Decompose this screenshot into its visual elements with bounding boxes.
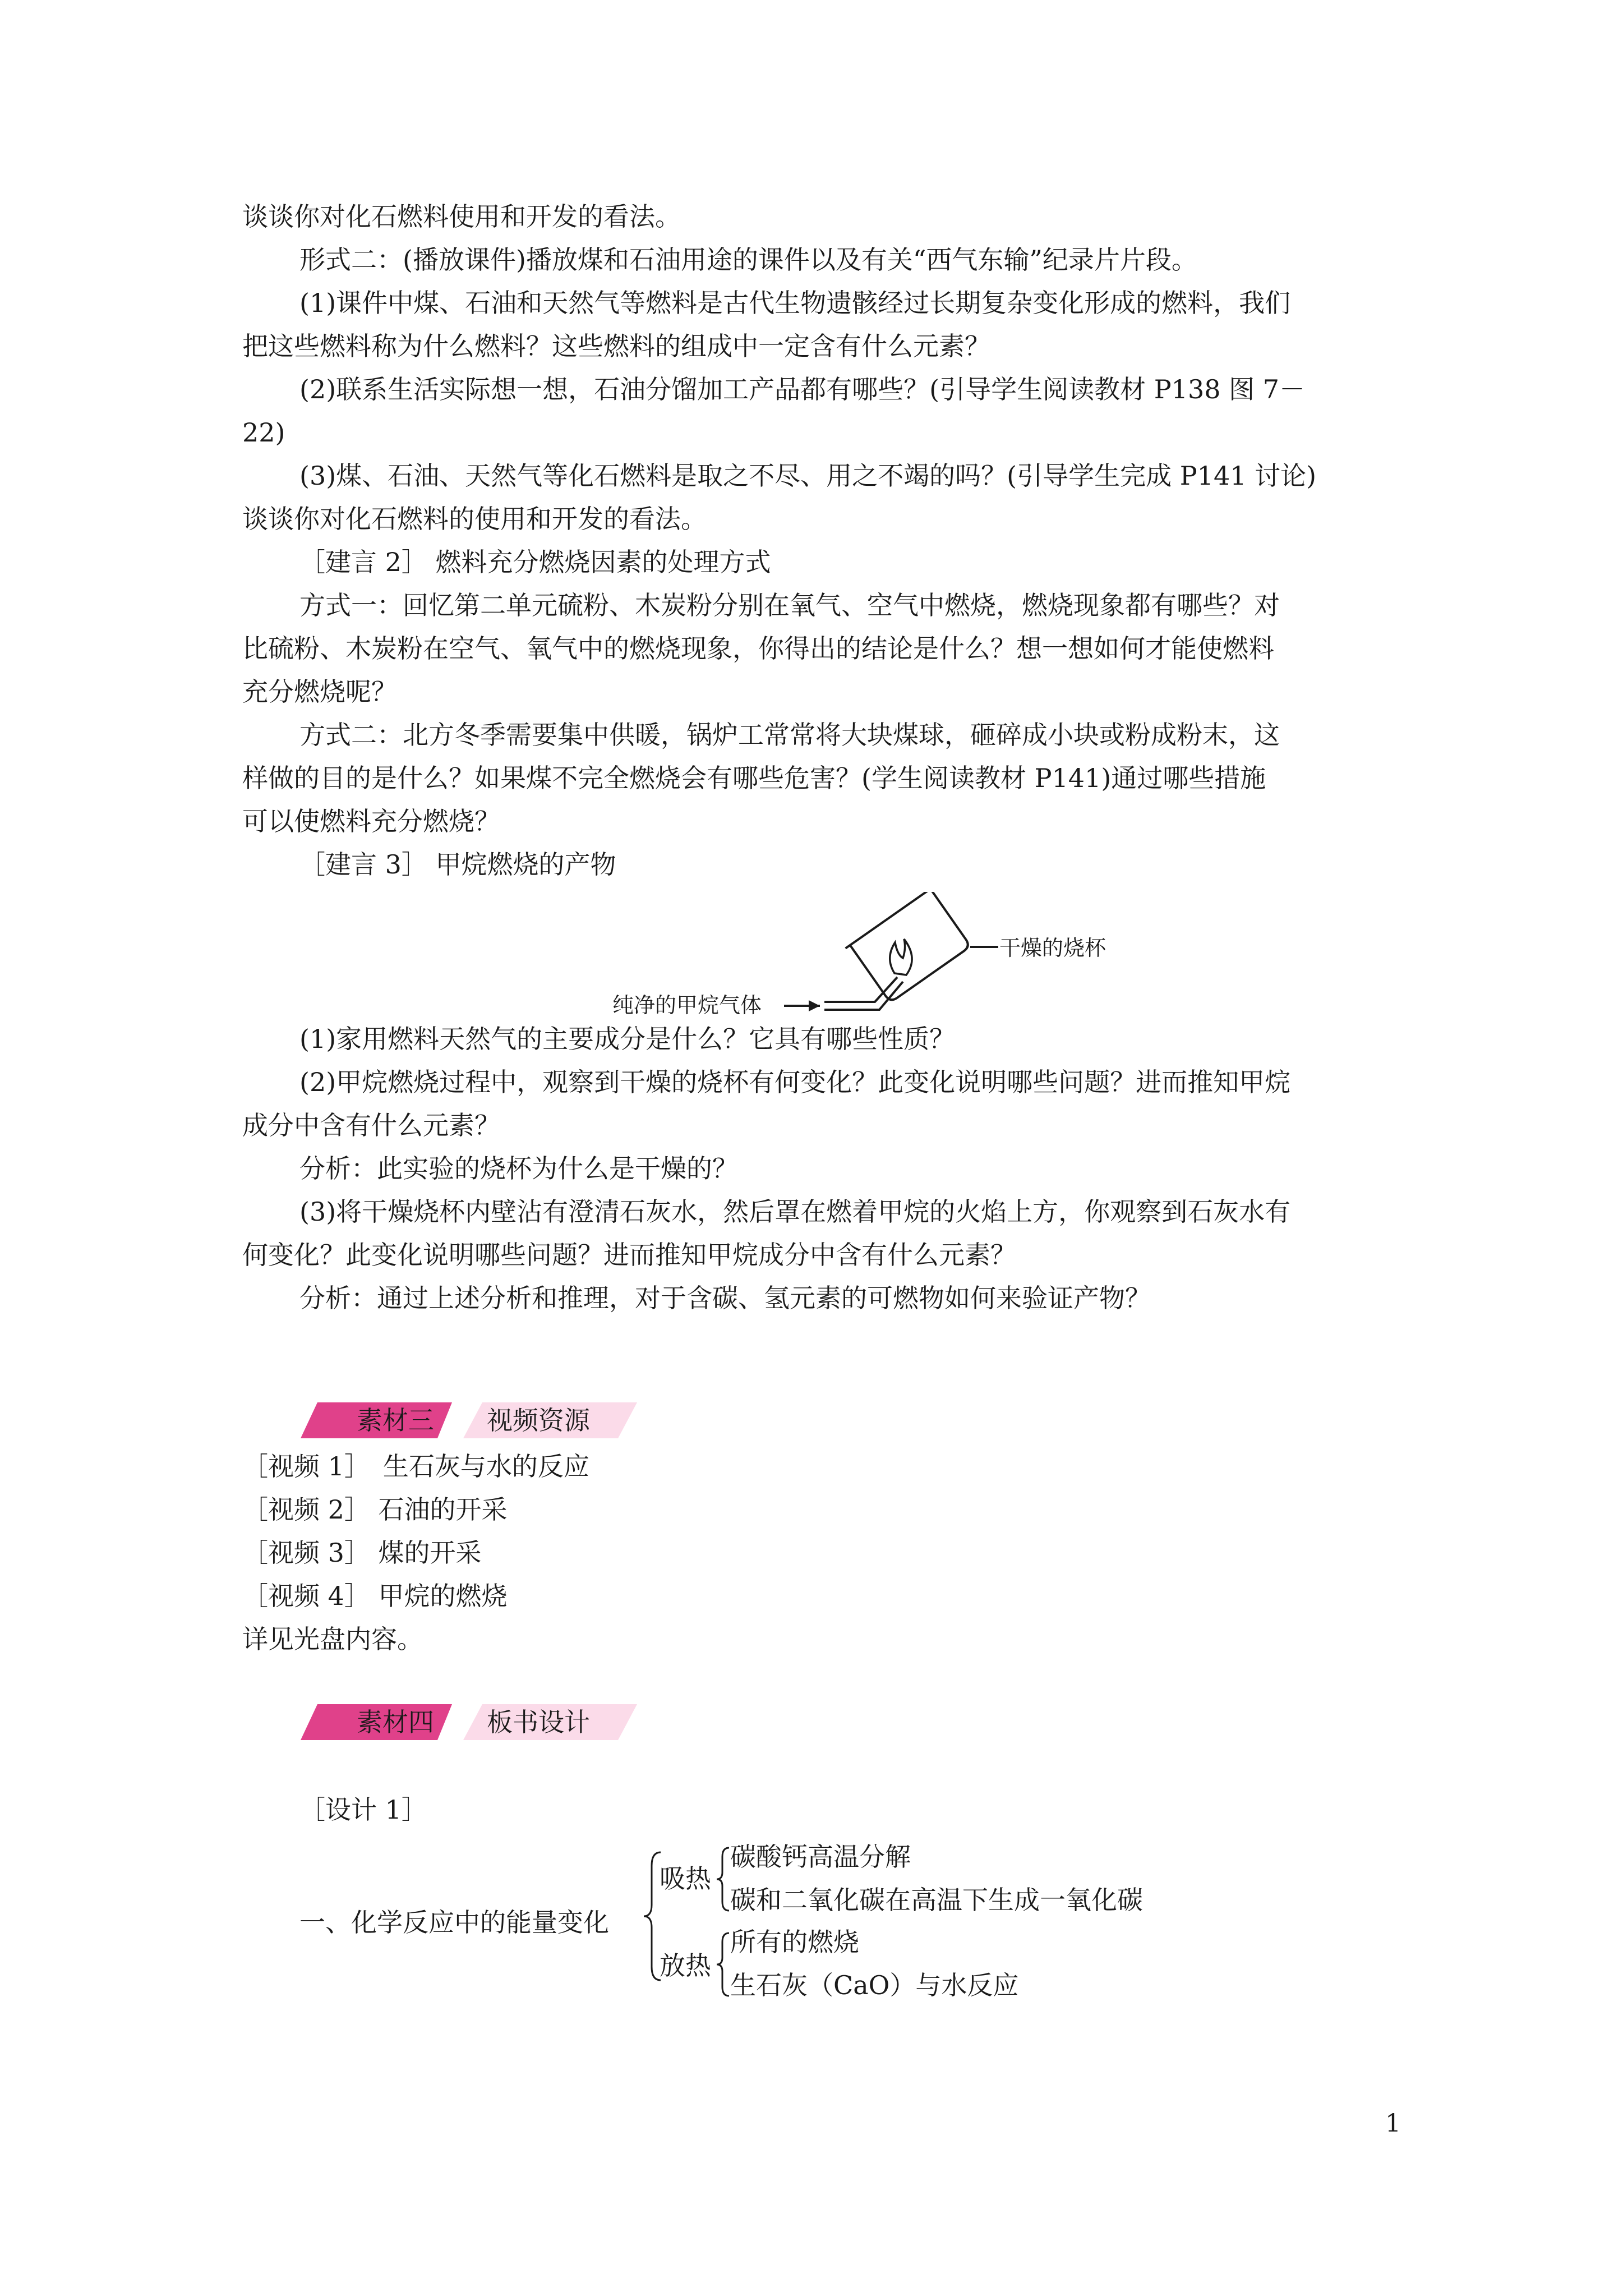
text-line: 谈谈你对化石燃料的使用和开发的看法。 xyxy=(242,504,707,534)
text-line: (2)甲烷燃烧过程中，观察到干燥的烧杯有何变化？此变化说明哪些问题？进而推知甲烷 xyxy=(299,1067,1291,1097)
text-line: 充分燃烧呢？ xyxy=(242,677,397,707)
text-line: 成分中含有什么元素？ xyxy=(242,1110,500,1140)
tree-branch-absorb: 吸热 xyxy=(660,1864,711,1894)
text-line: (3)煤、石油、天然气等化石燃料是取之不尽、用之不竭的吗？(引导学生完成 P141 讨论) xyxy=(299,461,1317,491)
tree-leaf: 所有的燃烧 xyxy=(730,1927,859,1957)
section-title: 板书设计 xyxy=(487,1707,590,1737)
gas-label: 纯净的甲烷气体 xyxy=(612,993,762,1018)
tree-leaf: 碳和二氧化碳在高温下生成一氧化碳 xyxy=(730,1885,1143,1915)
list-item: ［视频 4］ 甲烷的燃烧 xyxy=(242,1581,508,1611)
text-line: 分析：此实验的烧杯为什么是干燥的？ xyxy=(299,1153,738,1184)
section-title: 视频资源 xyxy=(487,1405,590,1435)
page-number: 1 xyxy=(1385,2109,1401,2138)
list-item: 详见光盘内容。 xyxy=(242,1624,423,1654)
text-line: (3)将干燥烧杯内壁沾有澄清石灰水，然后罩在燃着甲烷的火焰上方，你观察到石灰水有 xyxy=(299,1197,1291,1227)
list-item: ［视频 3］ 煤的开采 xyxy=(242,1538,482,1568)
text-line: (1)家用燃料天然气的主要成分是什么？它具有哪些性质？ xyxy=(299,1024,956,1054)
text-line: 方式一：回忆第二单元硫粉、木炭粉分别在氧气、空气中燃烧，燃烧现象都有哪些？对 xyxy=(299,590,1280,620)
text-line: 形式二：(播放课件)播放煤和石油用途的课件以及有关“西气东输”纪录片片段。 xyxy=(299,245,1197,275)
flame-icon xyxy=(890,939,912,975)
text-line: ［建言 2］ 燃料充分燃烧因素的处理方式 xyxy=(299,547,771,577)
tree-root: 一、化学反应中的能量变化 xyxy=(299,1907,609,1938)
text-line: (2)联系生活实际想一想，石油分馏加工产品都有哪些？(引导学生阅读教材 P138 图 7－ xyxy=(299,374,1305,404)
tree-leaf: 碳酸钙高温分解 xyxy=(730,1842,911,1872)
tree-branch-release: 放热 xyxy=(660,1950,711,1981)
text-line: ［建言 3］ 甲烷燃烧的产物 xyxy=(299,849,616,880)
text-line: 分析：通过上述分析和推理，对于含碳、氢元素的可燃物如何来验证产物？ xyxy=(299,1283,1151,1313)
section-tag: 素材三 xyxy=(357,1405,434,1435)
tree-leaf: 生石灰（CaO）与水反应 xyxy=(730,1970,1019,2000)
text-line: 何变化？此变化说明哪些问题？进而推知甲烷成分中含有什么元素？ xyxy=(242,1240,1016,1270)
text-line: 可以使燃料充分燃烧？ xyxy=(242,806,500,836)
section-banner xyxy=(301,1402,637,1438)
brace-icon xyxy=(714,1931,731,1998)
text-line: 样做的目的是什么？如果煤不完全燃烧会有哪些危害？(学生阅读教材 P141)通过哪些措施 xyxy=(242,763,1266,793)
list-item: ［视频 2］ 石油的开采 xyxy=(242,1494,508,1525)
text-line: 把这些燃料称为什么燃料？这些燃料的组成中一定含有什么元素？ xyxy=(242,331,990,361)
text-line: 谈谈你对化石燃料使用和开发的看法。 xyxy=(242,201,681,232)
section-tag: 素材四 xyxy=(357,1707,434,1737)
design-label: ［设计 1］ xyxy=(299,1795,427,1825)
text-line: (1)课件中煤、石油和天然气等燃料是古代生物遗骸经过长期复杂变化形成的燃料，我们 xyxy=(299,288,1291,318)
arrow-icon xyxy=(809,1000,820,1011)
list-item: ［视频 1］ 生石灰与水的反应 xyxy=(242,1451,589,1481)
beaker-label: 干燥的烧杯 xyxy=(999,936,1106,960)
text-line: 22) xyxy=(242,417,285,448)
brace-icon xyxy=(714,1846,731,1913)
text-line: 方式二：北方冬季需要集中供暖，锅炉工常常将大块煤球，砸碎成小块或粉成粉末，这 xyxy=(299,720,1280,750)
section-banner xyxy=(301,1704,637,1740)
text-line: 比硫粉、木炭粉在空气、氧气中的燃烧现象，你得出的结论是什么？想一想如何才能使燃料 xyxy=(242,633,1274,664)
